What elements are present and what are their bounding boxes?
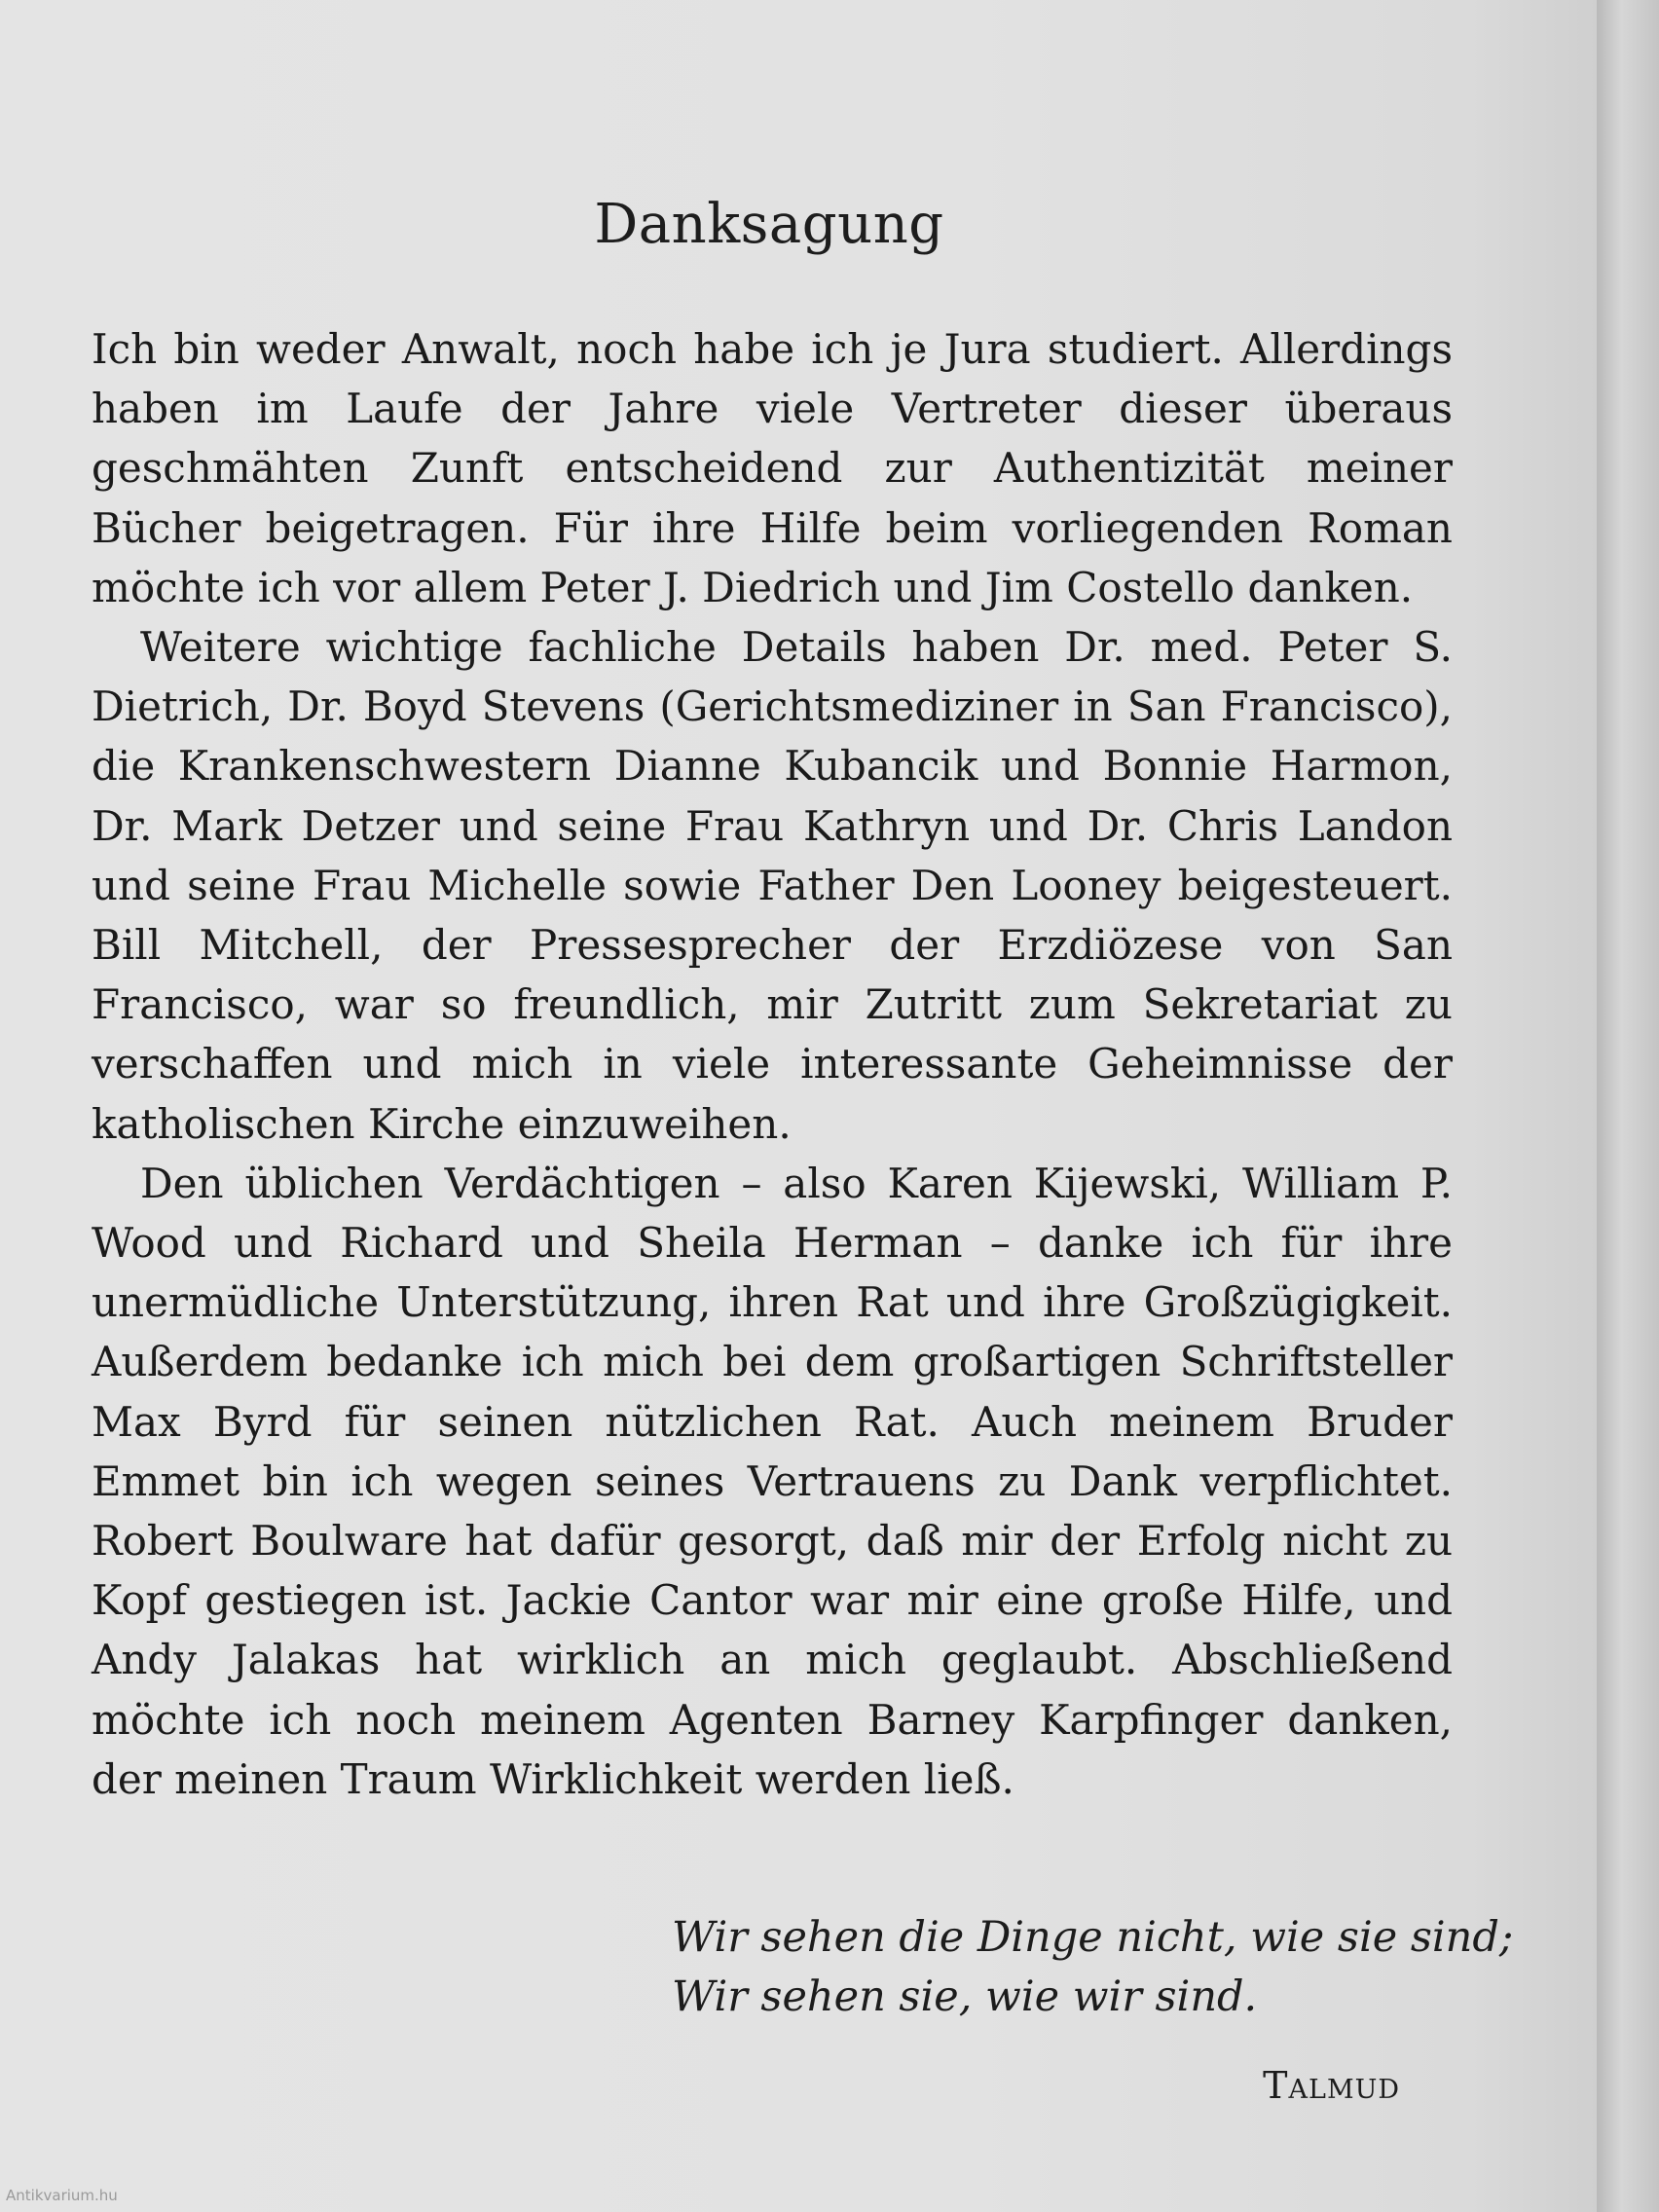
body-text: [92, 319, 1453, 1809]
epigraph-line: Wir sehen die Dinge nicht, wie sie sind;: [672, 1913, 1514, 1962]
epigraph-line: Wir sehen sie, wie wir sind.: [672, 1972, 1258, 2021]
book-gutter: [1597, 0, 1659, 2212]
page-title: Danksagung: [594, 193, 944, 256]
epigraph: [672, 1908, 1529, 2027]
paragraph: Den üblichen Verdächtigen – also Karen Kijewski, William P. Wood und Richard und Sheila Herman – danke ich für ihre unermüdliche Unterstützung, ihren Rat und ihre Großzügigkeit. Außerdem bedanke ich mich bei dem großartigen Schriftsteller Max Byrd für seinen nützlichen Rat. Auch meinem Bruder Emmet bin ich wegen seines Vertrauens zu Dank verpflichtet. Robert Boulware hat dafür gesorgt, daß mir der Erfolg nicht zu Kopf gestiegen ist. Jackie Cantor war mir eine große Hilfe, und Andy Jalakas hat wirklich an mich geglaubt. Abschließend möchte ich noch meinem Agenten Barney Karpfinger danken, der meinen Traum Wirklichkeit werden ließ.: [92, 1159, 1453, 1803]
paragraph: Ich bin weder Anwalt, noch habe ich je Jura studiert. Allerdings haben im Laufe der Jahre viele Vertreter dieser überaus geschmähten Zunft entscheidend zur Authentizität meiner Bücher beigetragen. Für ihre Hilfe beim vorliegenden Roman möchte ich vor allem Peter J. Diedrich und Jim Costello danken.: [92, 325, 1453, 611]
paragraph: Weitere wichtige fachliche Details haben Dr. med. Peter S. Dietrich, Dr. Boyd Stevens (Gerichtsmediziner in San Francisco), die Krankenschwestern Dianne Kubancik und Bonnie Harmon, Dr. Mark Detzer und seine Frau Kathryn und Dr. Chris Landon und seine Frau Michelle sowie Father Den Looney beigesteuert. Bill Mitchell, der Pressesprecher der Erzdiözese von San Francisco, war so freundlich, mir Zutritt zum Sekretariat zu verschaffen und mich in viele interessante Geheimnisse der katholischen Kirche einzuweihen.: [92, 623, 1453, 1148]
epigraph-source: Talmud: [1263, 2064, 1400, 2107]
watermark: Antikvarium.hu: [6, 2187, 118, 2204]
